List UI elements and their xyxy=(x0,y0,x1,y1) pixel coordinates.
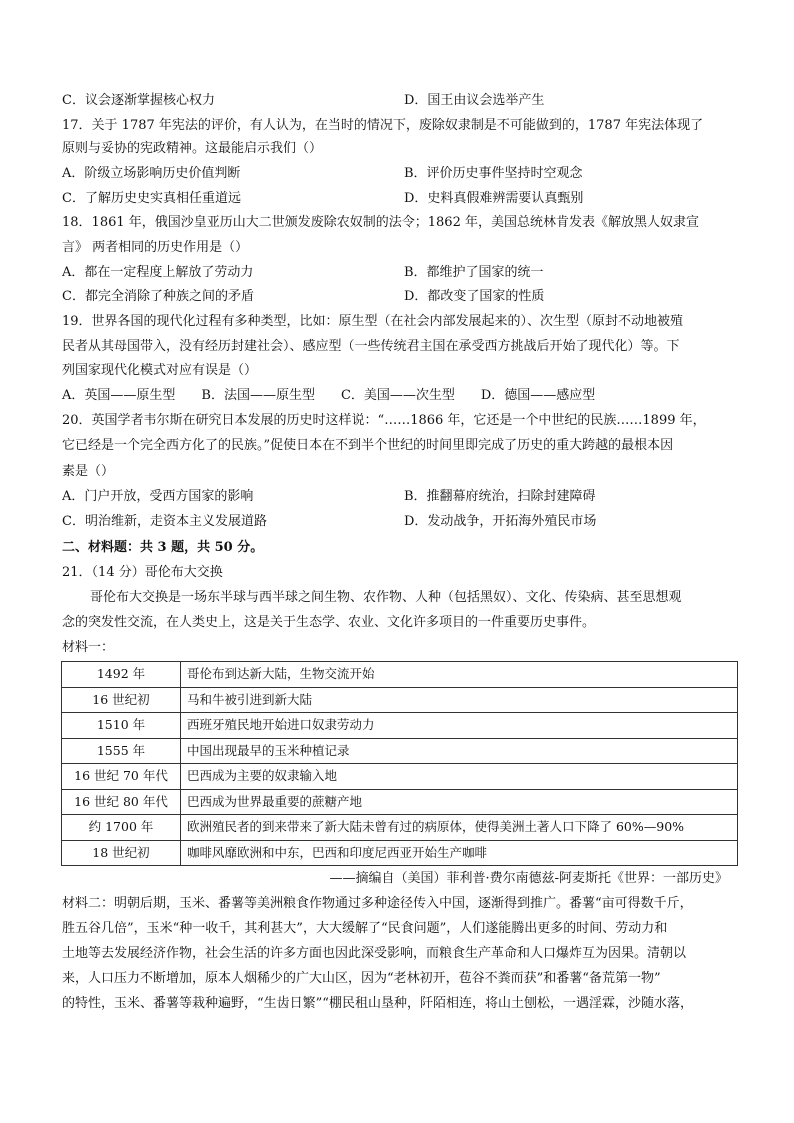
timeline-year: 16 世纪初 xyxy=(62,687,181,713)
q20-option-a: A．门户开放，受西方国家的影响 xyxy=(62,489,254,504)
timeline-year: 1510 年 xyxy=(62,713,181,739)
q17-option-a: A．阶级立场影响历史价值判断 xyxy=(62,166,241,181)
timeline-year: 1492 年 xyxy=(62,662,181,688)
q17-stem-line2: 原则与妥协的宪政精神。这最能启示我们（） xyxy=(62,141,323,156)
timeline-event: 巴西成为世界最重要的蔗糖产地 xyxy=(181,789,738,815)
q20-stem-line3: 素是（） xyxy=(62,464,115,479)
table-row xyxy=(62,738,738,764)
q18-option-c: C．都完全消除了种族之间的矛盾 xyxy=(62,289,254,304)
q18-options-cd xyxy=(62,287,545,307)
q21-title: 21．（14 分）哥伦布大交换 xyxy=(62,565,223,580)
timeline-event: 西班牙殖民地开始进口奴隶劳动力 xyxy=(181,713,738,739)
q18-stem-line1: 18．1861 年，俄国沙皇亚历山大二世颁发废除农奴制的法令；1862 年，美国总统林肯发表《解放黑人奴隶宣 xyxy=(62,215,699,230)
table-row xyxy=(62,713,738,739)
timeline-year: 18 世纪初 xyxy=(62,840,181,866)
table-row xyxy=(62,687,738,713)
material-two-line5: 的特性，玉米、番薯等栽种遍野，“生齿日繁”“棚民租山垦种，阡陌相连，将山土刨松，一遇淫霖，沙随水落， xyxy=(62,996,693,1011)
q16-option-d: D．国王由议会选举产生 xyxy=(404,93,545,108)
table-row xyxy=(62,815,738,841)
q20-stem-line2: 它已经是一个完全西方化了的民族。”促使日本在不到半个世纪的时间里即完成了历史的重大跨越的最根本因 xyxy=(62,438,674,453)
table-row xyxy=(62,662,738,688)
material-two-line3: 土地等去发展经济作物，社会生活的许多方面也因此深受影响，而粮食生产革命和人口爆炸互为因果。清朝以 xyxy=(62,946,687,961)
timeline-year: 1555 年 xyxy=(62,738,181,764)
table-row xyxy=(62,840,738,866)
timeline-event: 欧洲殖民者的到来带来了新大陆未曾有过的病原体，使得美洲土著人口下降了 60%—90% xyxy=(181,815,738,841)
q20-option-c: C．明治维新，走资本主义发展道路 xyxy=(62,514,267,529)
q20-stem-line1: 20．英国学者韦尔斯在研究日本发展的历史时这样说：“……1866 年，它还是一个中世纪的民族……1899 年， xyxy=(62,413,706,428)
material-two-line4: 来，人口压力不断增加，原本人烟稀少的广大山区，因为“老林初开，苞谷不粪而获”和番薯“备荒第一物” xyxy=(62,971,661,986)
timeline-event: 中国出现最早的玉米种植记录 xyxy=(181,738,738,764)
q18-option-d: D．都改变了国家的性质 xyxy=(404,289,545,304)
timeline-event: 马和牛被引进到新大陆 xyxy=(181,687,738,713)
material-two-line2: 胜五谷几倍”，玉米“种一收千，其利甚大”，大大缓解了“民食问题”，人们遂能腾出更多的时间、劳动力和 xyxy=(62,921,668,936)
q20-option-b: B．推翻幕府统治，扫除封建障碍 xyxy=(404,489,596,504)
q16-option-c: C．议会逐渐掌握核心权力 xyxy=(62,93,215,108)
timeline-table xyxy=(61,661,738,866)
q17-stem-line1: 17．关于 1787 年宪法的评价，有人认为，在当时的情况下，废除奴隶制是不可能做到的，1787 年宪法体现了 xyxy=(62,118,704,133)
material-two-line1: 材料二：明朝后期，玉米、番薯等美洲粮食作物通过多种途径传入中国，逐渐得到推广。番薯“亩可得数千斤， xyxy=(62,896,693,911)
q17-option-c: C．了解历史史实真相任重道远 xyxy=(62,191,241,206)
timeline-event: 咖啡风靡欧洲和中东，巴西和印度尼西亚开始生产咖啡 xyxy=(181,840,738,866)
material-one-source: ——摘编自（美国）菲利普·费尔南德兹-阿麦斯托《世界：一部历史》 xyxy=(329,871,728,886)
timeline-year: 16 世纪 70 年代 xyxy=(62,764,181,790)
q18-option-a: A．都在一定程度上解放了劳动力 xyxy=(62,265,254,280)
q21-intro-line1: 哥伦布大交换是一场东半球与西半球之间生物、农作物、人种（包括黑奴）、文化、传染病、甚至思想观 xyxy=(90,590,682,605)
q16-options-cd xyxy=(62,91,545,111)
q18-option-b: B．都维护了国家的统一 xyxy=(404,265,544,280)
q17-option-b: B．评价历史事件坚持时空观念 xyxy=(404,166,583,181)
section-heading: 二、材料题：共 3 题，共 50 分。 xyxy=(62,540,264,555)
q19-stem-line1: 19．世界各国的现代化过程有多种类型，比如：原生型（在社会内部发展起来的）、次生型（原封不动地被殖 xyxy=(62,314,684,329)
q17-options-ab xyxy=(62,164,583,184)
q19-stem-line3: 列国家现代化模式对应有误是（） xyxy=(62,363,258,378)
table-row xyxy=(62,764,738,790)
q17-option-d: D．史料真假难辨需要认真甄别 xyxy=(404,191,584,206)
q20-options-ab xyxy=(62,487,596,507)
q19-options: A．英国——原生型 B．法国——原生型 C．美国——次生型 D．德国——感应型 xyxy=(62,388,596,403)
q21-intro-line2: 念的突发性交流，在人类史上，这是关于生态学、农业、文化许多项目的一件重要历史事件。 xyxy=(62,615,596,630)
q20-options-cd xyxy=(62,512,597,532)
timeline-event: 巴西成为主要的奴隶输入地 xyxy=(181,764,738,790)
q18-stem-line2: 言》 两者相同的历史作用是（） xyxy=(62,240,249,255)
q17-options-cd xyxy=(62,189,584,209)
table-row xyxy=(62,789,738,815)
q18-options-ab xyxy=(62,263,544,283)
timeline-year: 约 1700 年 xyxy=(62,815,181,841)
q20-option-d: D．发动战争，开拓海外殖民市场 xyxy=(404,514,597,529)
material-one-label: 材料一： xyxy=(62,640,115,655)
q19-stem-line2: 民者从其母国带入，没有经历封建社会）、感应型（一些传统君主国在承受西方挑战后开始了现代化）等。下 xyxy=(62,339,680,354)
timeline-year: 16 世纪 80 年代 xyxy=(62,789,181,815)
timeline-event: 哥伦布到达新大陆，生物交流开始 xyxy=(181,662,738,688)
